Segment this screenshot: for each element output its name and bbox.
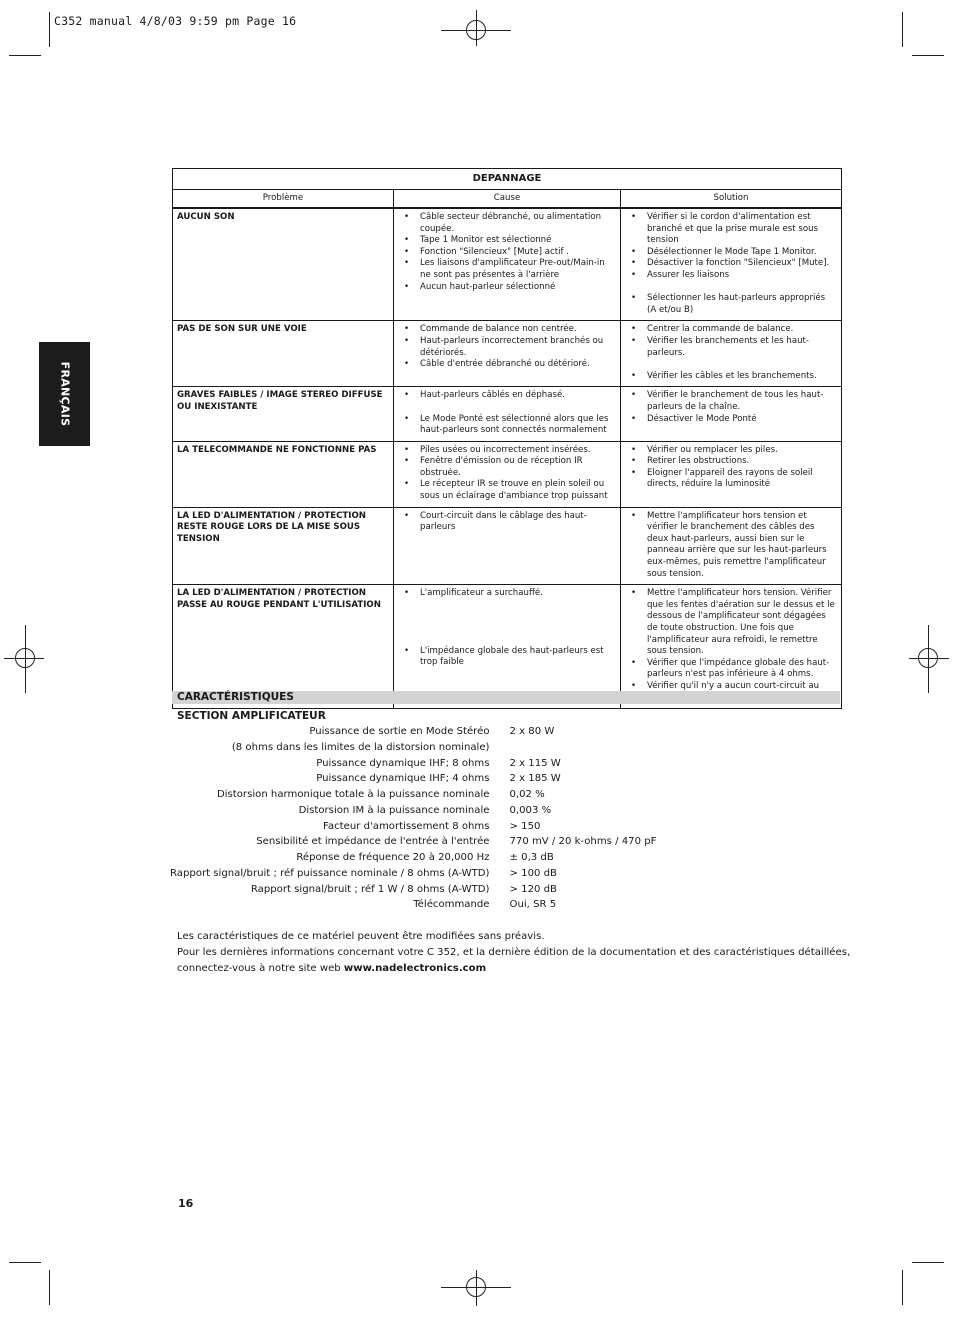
- list-item: • Tape 1 Monitor est sélectionné: [398, 235, 616, 247]
- spec-value: 2 x 115 W: [509, 757, 561, 769]
- spec-row: [170, 787, 656, 803]
- spec-row: [170, 897, 656, 913]
- spec-label: Réponse de fréquence 20 à 20,000 Hz: [296, 852, 490, 863]
- footnotes: [177, 929, 850, 977]
- list-item: • Désélectionner le Mode Tape 1 Monitor.: [625, 247, 837, 259]
- list-item: • Centrer la commande de balance.: [625, 324, 837, 336]
- spec-label: Rapport signal/bruit ; réf puissance nominale / 8 ohms (A-WTD): [170, 867, 490, 879]
- spec-row: [170, 819, 656, 835]
- spec-label: Télécommande: [413, 899, 490, 911]
- list-item: • Eloigner l'appareil des rayons de soleil directs, réduire la luminosité: [625, 468, 837, 491]
- list-item: • L'amplificateur a surchauffé.: [398, 588, 616, 600]
- list-item: • Désactiver la fonction "Silencieux" [Mute].: [625, 258, 837, 270]
- spec-label: Distorsion harmonique totale à la puissance nominale: [216, 789, 490, 800]
- solution-cell: [621, 387, 842, 441]
- list-item: • Assurer les liaisons: [625, 270, 837, 282]
- solution-cell: [621, 321, 842, 387]
- list-item: • Mettre l'amplificateur hors tension et vérifier le branchement des câbles des deux haut-parleurs, aussi bien sur le panneau arrière que sur les haut-parleurs eux-mêmes, puis remettre l'amplificateur sous tension.: [625, 511, 837, 581]
- list-item: • Haut-parleurs incorrectement branchés ou détériorés.: [398, 336, 616, 359]
- spec-value: > 100 dB: [509, 867, 557, 879]
- spec-value: [510, 740, 657, 756]
- spec-value: ± 0,3 dB: [509, 852, 554, 863]
- list-item: • Le Mode Ponté est sélectionné alors que les haut-parleurs sont connectés normalement: [398, 414, 616, 437]
- spec-row: [170, 866, 656, 882]
- list-item: • Vérifier ou remplacer les piles.: [625, 445, 837, 457]
- cause-cell: [394, 441, 621, 507]
- table-row: [173, 441, 842, 507]
- list-item: • Haut-parleurs câblés en déphasé.: [398, 390, 616, 402]
- spec-value: > 120 dB: [509, 883, 557, 895]
- problem-cell: PAS DE SON SUR UNE VOIE: [173, 321, 394, 387]
- column-header-problem: Problème: [173, 190, 394, 209]
- specifications-header: CARACTÉRISTIQUES: [172, 691, 840, 704]
- list-item: • L'impédance globale des haut-parleurs est trop faible: [398, 646, 616, 669]
- spec-row: [170, 724, 656, 740]
- list-item: • Fonction "Silencieux" [Mute] actif .: [398, 247, 616, 259]
- spec-value: Oui, SR 5: [509, 899, 557, 911]
- spec-value: 2 x 185 W: [509, 773, 561, 785]
- website-link[interactable]: www.nadelectronics.com: [343, 963, 487, 974]
- spec-label: Distorsion IM à la puissance nominale: [298, 804, 490, 816]
- problem-cell: LA LED D'ALIMENTATION / PROTECTION PASSE AU ROUGE PENDANT L'UTILISATION: [173, 585, 394, 709]
- list-item: • Vérifier qu'il n'y a aucun court-circuit au: [625, 681, 837, 704]
- spec-label: (8 ohms dans les limites de la distorsion nominale): [231, 741, 490, 753]
- amplifier-section-title: SECTION AMPLIFICATEUR: [177, 710, 326, 722]
- spec-label: Puissance dynamique IHF; 4 ohms: [316, 773, 490, 785]
- spec-label: Puissance de sortie en Mode Stéréo: [309, 726, 490, 737]
- list-item: • Vérifier les câbles et les branchements.: [625, 371, 837, 383]
- table-row: [173, 321, 842, 387]
- spec-row: [170, 850, 656, 866]
- spec-value: 0,02 %: [509, 789, 545, 800]
- cause-cell: [394, 208, 621, 321]
- solution-cell: [621, 507, 842, 585]
- list-item: • Vérifier les branchements et les haut-parleurs.: [625, 336, 837, 359]
- spec-row: [170, 834, 656, 850]
- spec-label: Puissance dynamique IHF; 8 ohms: [316, 757, 490, 769]
- note-line: Les caractéristiques de ce matériel peuvent être modifiées sans préavis.: [177, 931, 545, 942]
- spec-value: 0,003 %: [509, 804, 552, 816]
- list-item: • Vérifier que l'impédance globale des haut-parleurs n'est pas inférieure à 4 ohms.: [625, 658, 837, 681]
- solution-cell: [621, 441, 842, 507]
- list-item: • Commande de balance non centrée.: [398, 324, 616, 336]
- spec-label: Facteur d'amortissement 8 ohms: [323, 820, 490, 832]
- list-item: • Mettre l'amplificateur hors tension. Vérifier que les fentes d'aération sur le dessus et le dessous de l'amplificateur sont dégagées de toute obstruction. Une fois que l'amplificateur aura refroidi, le remettre sous tension.: [625, 588, 837, 658]
- cause-cell: [394, 387, 621, 441]
- list-item: • Sélectionner les haut-parleurs appropriés (A et/ou B): [625, 293, 837, 316]
- list-item: • Retirer les obstructions.: [625, 456, 837, 468]
- spec-row: [170, 740, 656, 756]
- column-header-solution: Solution: [621, 190, 842, 209]
- problem-cell: LA LED D'ALIMENTATION / PROTECTION RESTE ROUGE LORS DE LA MISE SOUS TENSION: [173, 507, 394, 585]
- spec-label: Sensibilité et impédance de l'entrée à l'entrée: [256, 836, 490, 848]
- language-tab-label: FRANÇAIS: [58, 361, 71, 427]
- list-item: • Vérifier le branchement de tous les haut-parleurs de la chaîne.: [625, 390, 837, 413]
- spec-row: [170, 803, 656, 819]
- note-line: [177, 961, 850, 977]
- table-row: [173, 507, 842, 585]
- table-title: DEPANNAGE: [173, 169, 842, 190]
- list-item: • Désactiver le Mode Ponté: [625, 414, 837, 426]
- solution-cell: [621, 208, 842, 321]
- spec-value: > 150: [509, 820, 541, 832]
- table-row: [173, 208, 842, 321]
- list-item: • Piles usées ou incorrectement insérées.: [398, 445, 616, 457]
- problem-cell: LA TELECOMMANDE NE FONCTIONNE PAS: [173, 441, 394, 507]
- spec-row: [170, 882, 656, 898]
- table-row: [173, 387, 842, 441]
- list-item: • Court-circuit dans le câblage des haut-parleurs: [398, 511, 616, 534]
- list-item: • Les liaisons d'amplificateur Pre-out/Main-in ne sont pas présentes à l'arrière: [398, 258, 616, 281]
- list-item: • Vérifier si le cordon d'alimentation est branché et que la prise murale est sous tension: [625, 212, 837, 247]
- note-line: Pour les dernières informations concernant votre C 352, et la dernière édition de la documentation et des caractéristiques détaillées,: [177, 947, 851, 958]
- language-tab: [39, 342, 90, 446]
- column-header-cause: Cause: [394, 190, 621, 209]
- list-item: • Le récepteur IR se trouve en plein soleil ou sous un éclairage d'ambiance trop puissant: [398, 479, 616, 502]
- spec-value: 770 mV / 20 k-ohms / 470 pF: [509, 836, 657, 848]
- spec-row: [170, 771, 656, 787]
- spec-label: Rapport signal/bruit ; réf 1 W / 8 ohms (A-WTD): [250, 883, 490, 895]
- page-number: 16: [178, 1197, 194, 1210]
- problem-cell: GRAVES FAIBLES / IMAGE STEREO DIFFUSE OU INEXISTANTE: [173, 387, 394, 441]
- troubleshooting-table: [172, 168, 842, 709]
- note-text: connectez-vous à notre site web: [177, 963, 344, 974]
- list-item: • Aucun haut-parleur sélectionné: [398, 282, 616, 294]
- print-slug: C352 manual 4/8/03 9:59 pm Page 16: [54, 14, 297, 28]
- spec-row: [170, 756, 656, 772]
- problem-cell: AUCUN SON: [173, 208, 394, 321]
- spec-value: 2 x 80 W: [509, 726, 555, 737]
- list-item: • Câble secteur débranché, ou alimentation coupée.: [398, 212, 616, 235]
- list-item: • Câble d'entrée débranché ou détérioré.: [398, 359, 616, 371]
- specifications-table: [170, 724, 656, 913]
- cause-cell: [394, 507, 621, 585]
- list-item: • Fenêtre d'émission ou de réception IR obstruée.: [398, 456, 616, 479]
- cause-cell: [394, 321, 621, 387]
